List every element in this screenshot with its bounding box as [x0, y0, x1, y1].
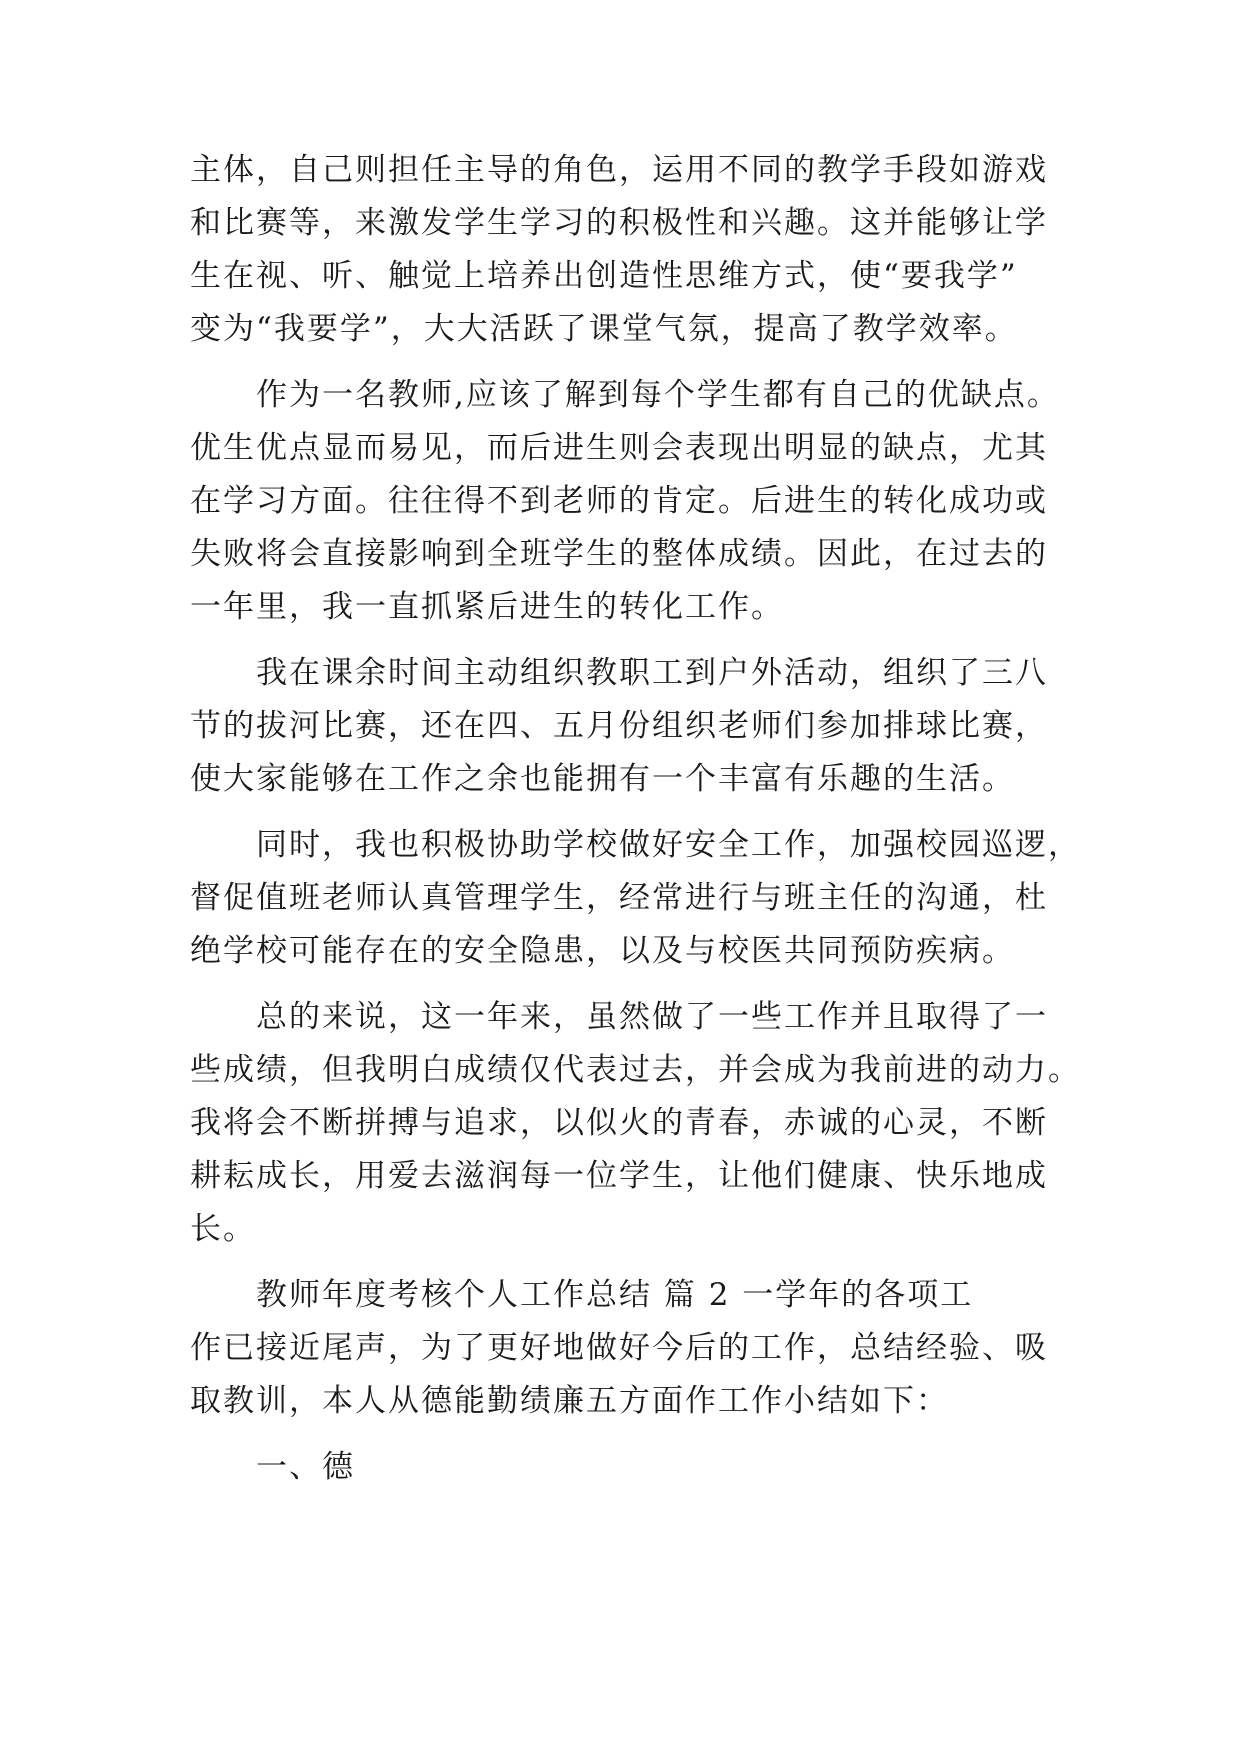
text-line: 取教训，本人从德能勤绩廉五方面作工作小结如下： [190, 1383, 949, 1419]
text-line: 作已接近尾声，为了更好地做好今后的工作，总结经验、吸 [190, 1330, 1048, 1366]
text-line: 我在课余时间主动组织教职工到户外活动，组织了三八 [256, 655, 1048, 691]
text-line: 我将会不断拼搏与追求，以似火的青春，赤诚的心灵，不断 [190, 1105, 1048, 1141]
text-line: 主体，自己则担任主导的角色，运用不同的教学手段如游戏 [190, 152, 1048, 188]
text-line: 些成绩，但我明白成绩仅代表过去，并会成为我前进的动力。 [190, 1052, 1081, 1088]
text-line: 教师年度考核个人工作总结 篇 2 一学年的各项工 [256, 1277, 974, 1313]
text-line: 使大家能够在工作之余也能拥有一个丰富有乐趣的生活。 [190, 761, 1015, 797]
text-line: 失败将会直接影响到全班学生的整体成绩。因此，在过去的 [190, 536, 1048, 572]
text-line: 和比赛等，来激发学生学习的积极性和兴趣。这并能够让学 [190, 205, 1048, 241]
text-line: 生在视、听、触觉上培养出创造性思维方式，使“要我学” [190, 258, 1018, 294]
text-line: 在学习方面。往往得不到老师的肯定。后进生的转化成功或 [190, 483, 1048, 519]
text-line: 一年里，我一直抓紧后进生的转化工作。 [190, 589, 784, 625]
text-line: 绝学校可能存在的安全隐患，以及与校医共同预防疾病。 [190, 933, 1015, 969]
text-line: 作为一名教师,应该了解到每个学生都有自己的优缺点。 [256, 377, 1060, 413]
text-line: 耕耘成长，用爱去滋润每一位学生，让他们健康、快乐地成 [190, 1158, 1048, 1194]
text-line: 长。 [190, 1211, 256, 1247]
text-line: 总的来说，这一年来，虽然做了一些工作并且取得了一 [256, 999, 1048, 1035]
text-line: 优生优点显而易见，而后进生则会表现出明显的缺点，尤其 [190, 430, 1048, 466]
text-line: 变为“我要学”，大大活跃了课堂气氛，提高了教学效率。 [190, 311, 1018, 347]
section-heading: 一、德 [256, 1449, 355, 1485]
text-line: 同时，我也积极协助学校做好安全工作，加强校园巡逻， [256, 827, 1081, 863]
text-line: 节的拔河比赛，还在四、五月份组织老师们参加排球比赛， [190, 708, 1048, 744]
text-line: 督促值班老师认真管理学生，经常进行与班主任的沟通，杜 [190, 880, 1048, 916]
